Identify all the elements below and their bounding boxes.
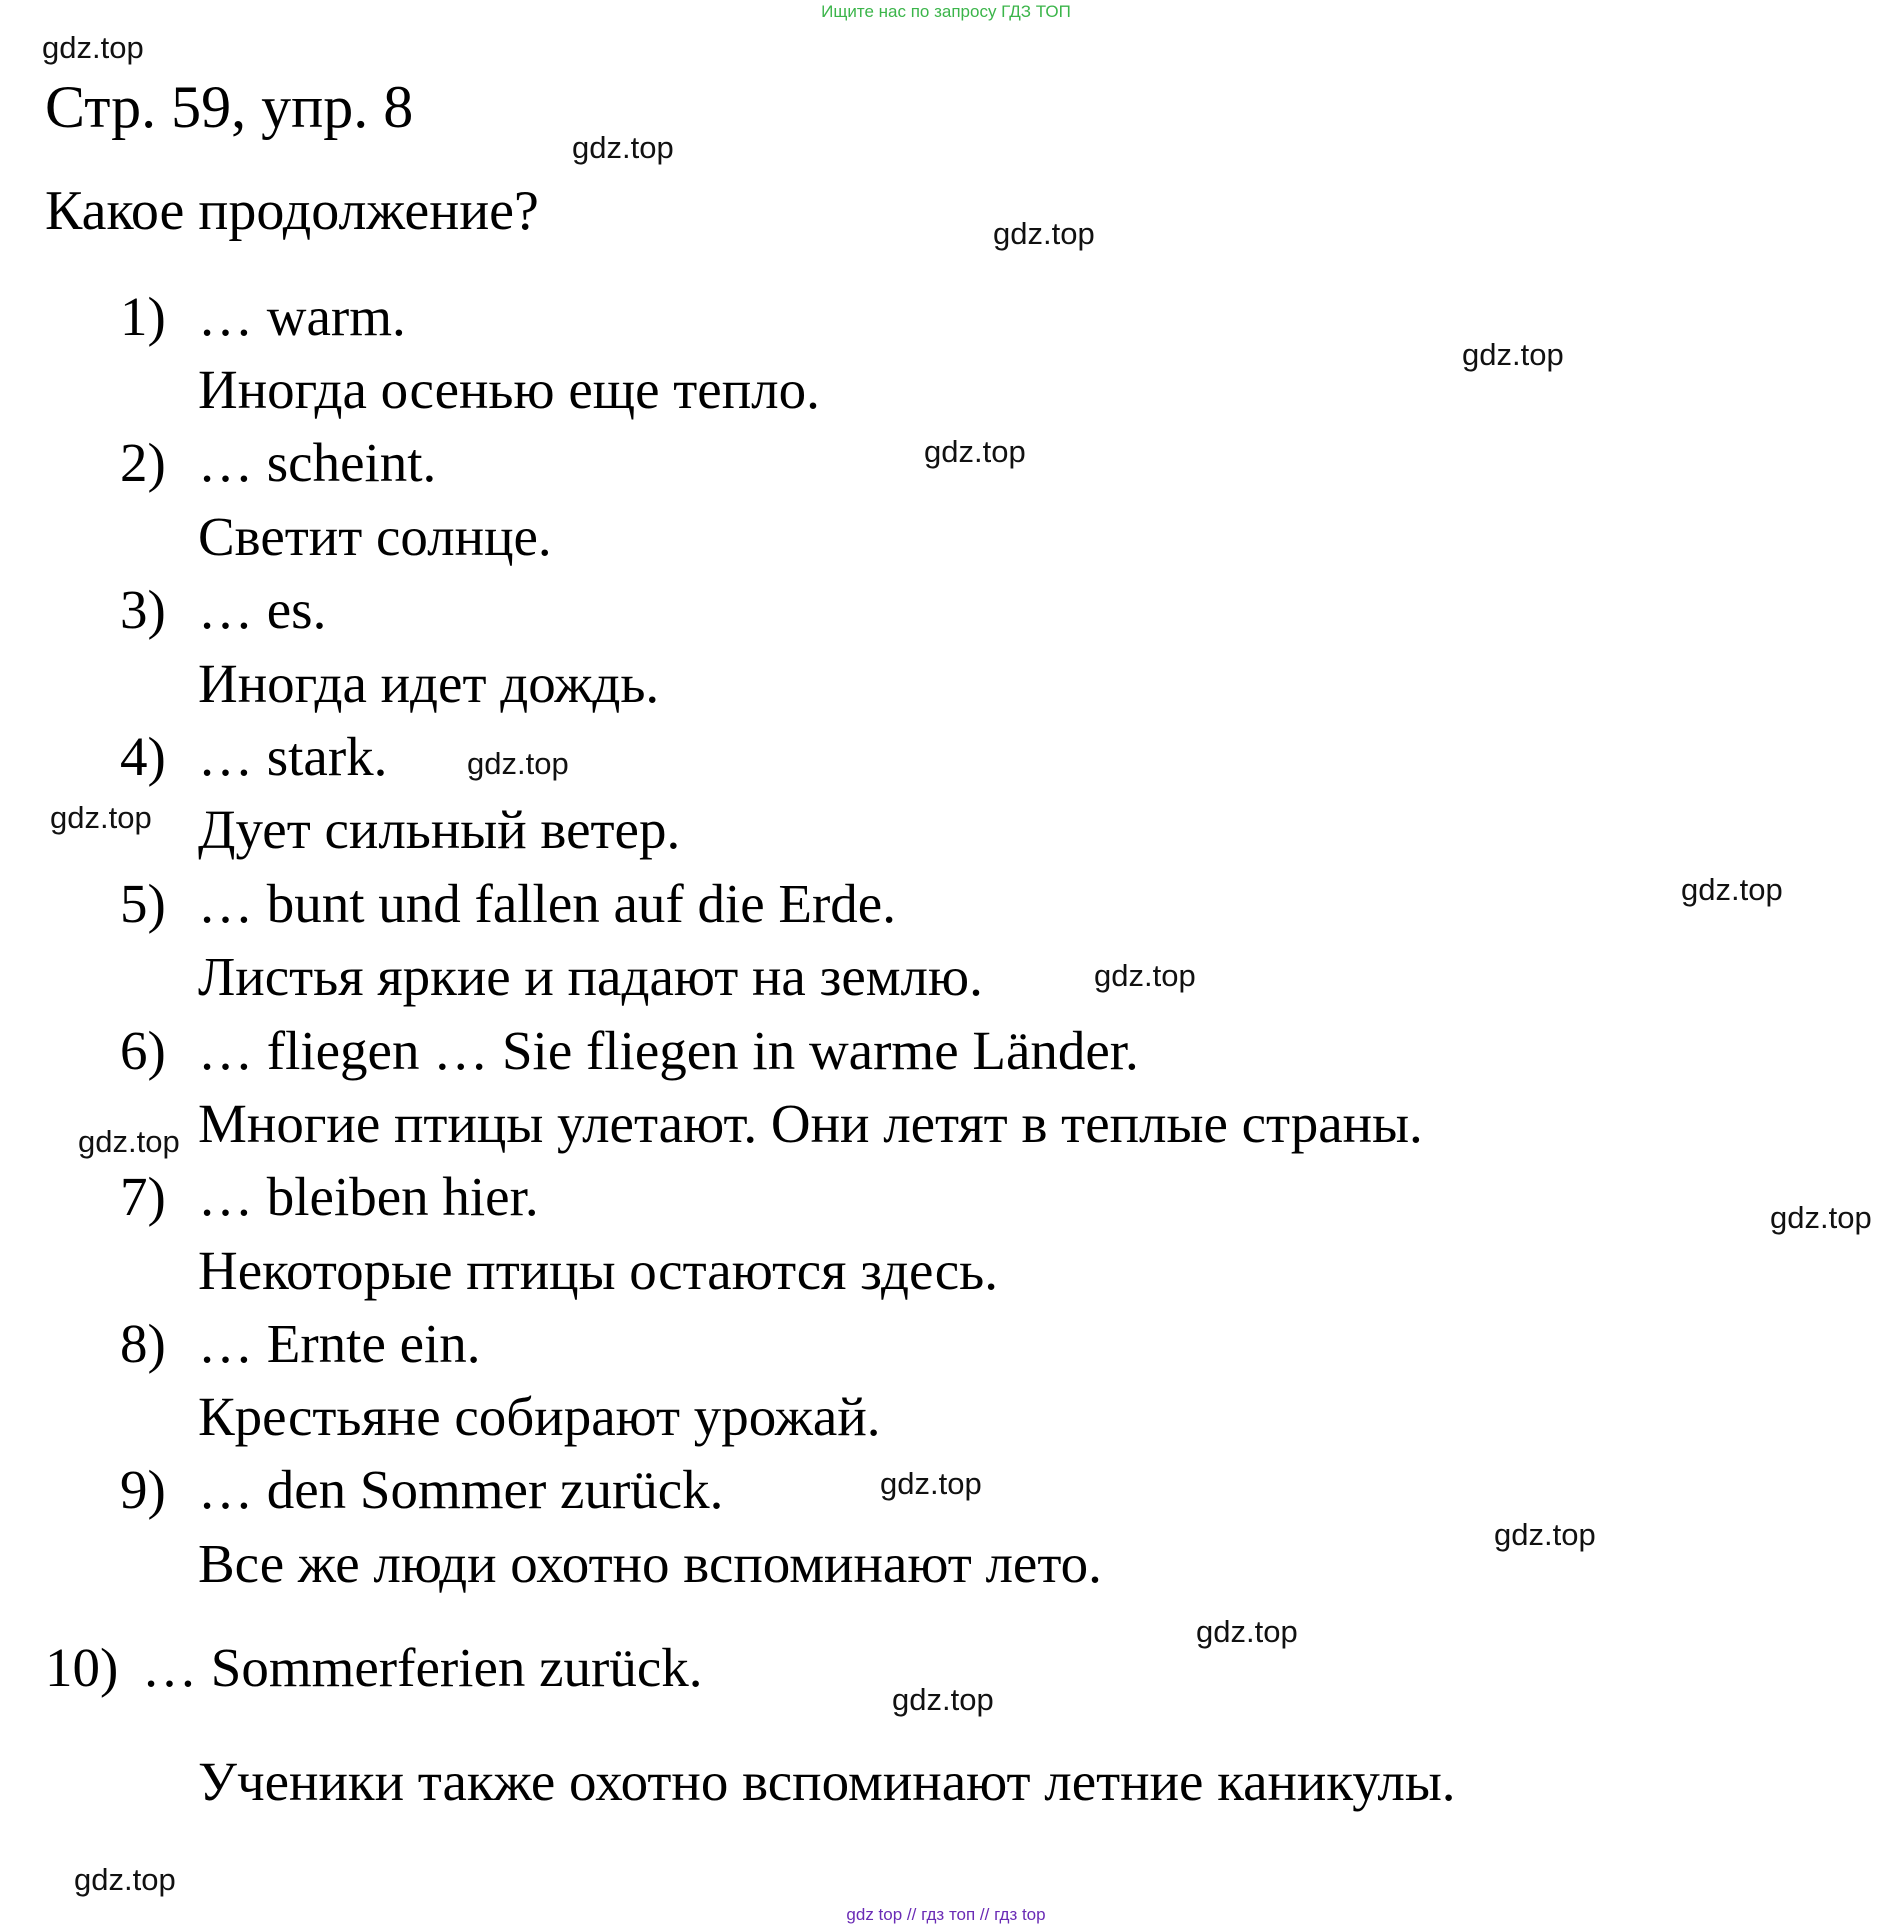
item-russian: Ученики также охотно вспоминают летние каникулы. [198,1751,1456,1812]
top-banner: Ищите нас по запросу ГДЗ ТОП [821,2,1071,21]
watermark: gdz.top [74,1862,176,1897]
watermark: gdz.top [467,746,569,781]
item-number: 1) [120,286,166,347]
item-german: … bleiben hier. [198,1166,539,1227]
item-number: 9) [120,1459,166,1520]
watermark: gdz.top [993,216,1095,251]
item-german: … fliegen … Sie fliegen in warme Länder. [198,1020,1139,1081]
item-german: … stark. [198,726,388,787]
watermark: gdz.top [892,1682,994,1717]
watermark: gdz.top [78,1124,180,1159]
item-german: … warm. [198,286,406,347]
item-german: … Sommerferien zurück. [142,1637,703,1698]
watermark: gdz.top [1494,1517,1596,1552]
item-number: 3) [120,579,166,640]
item-number: 8) [120,1313,166,1374]
exercise-question: Какое продолжение? [45,180,539,242]
watermark: gdz.top [880,1466,982,1501]
item-russian: Иногда идет дождь. [198,653,660,714]
watermark: gdz.top [50,800,152,835]
watermark: gdz.top [42,30,144,65]
watermark: gdz.top [1770,1200,1872,1235]
item-german: … Ernte ein. [198,1313,481,1374]
watermark: gdz.top [1681,872,1783,907]
watermark: gdz.top [1196,1614,1298,1649]
watermark: gdz.top [572,130,674,165]
item-russian: Все же люди охотно вспоминают лето. [198,1533,1102,1594]
footer-links: gdz top // гдз топ // гдз top [846,1905,1046,1924]
item-number: 10) [45,1637,119,1698]
watermark: gdz.top [1094,958,1196,993]
item-number: 5) [120,873,166,934]
item-russian: Листья яркие и падают на землю. [198,946,983,1007]
watermark: gdz.top [1462,337,1564,372]
item-german: … es. [198,579,327,640]
watermark: gdz.top [924,434,1026,469]
item-russian: Крестьяне собирают урожай. [198,1386,881,1447]
item-number: 4) [120,726,166,787]
item-german: … scheint. [198,432,437,493]
item-russian: Иногда осенью еще тепло. [198,359,820,420]
item-german: … bunt und fallen auf die Erde. [198,873,896,934]
item-number: 2) [120,432,166,493]
page-title: Стр. 59, упр. 8 [45,74,414,140]
item-number: 6) [120,1020,166,1081]
item-russian: Дует сильный ветер. [198,799,681,860]
item-russian: Светит солнце. [198,506,552,567]
item-russian: Некоторые птицы остаются здесь. [198,1240,998,1301]
item-german: … den Sommer zurück. [198,1459,724,1520]
item-number: 7) [120,1166,166,1227]
item-russian: Многие птицы улетают. Они летят в теплые страны. [198,1093,1423,1154]
